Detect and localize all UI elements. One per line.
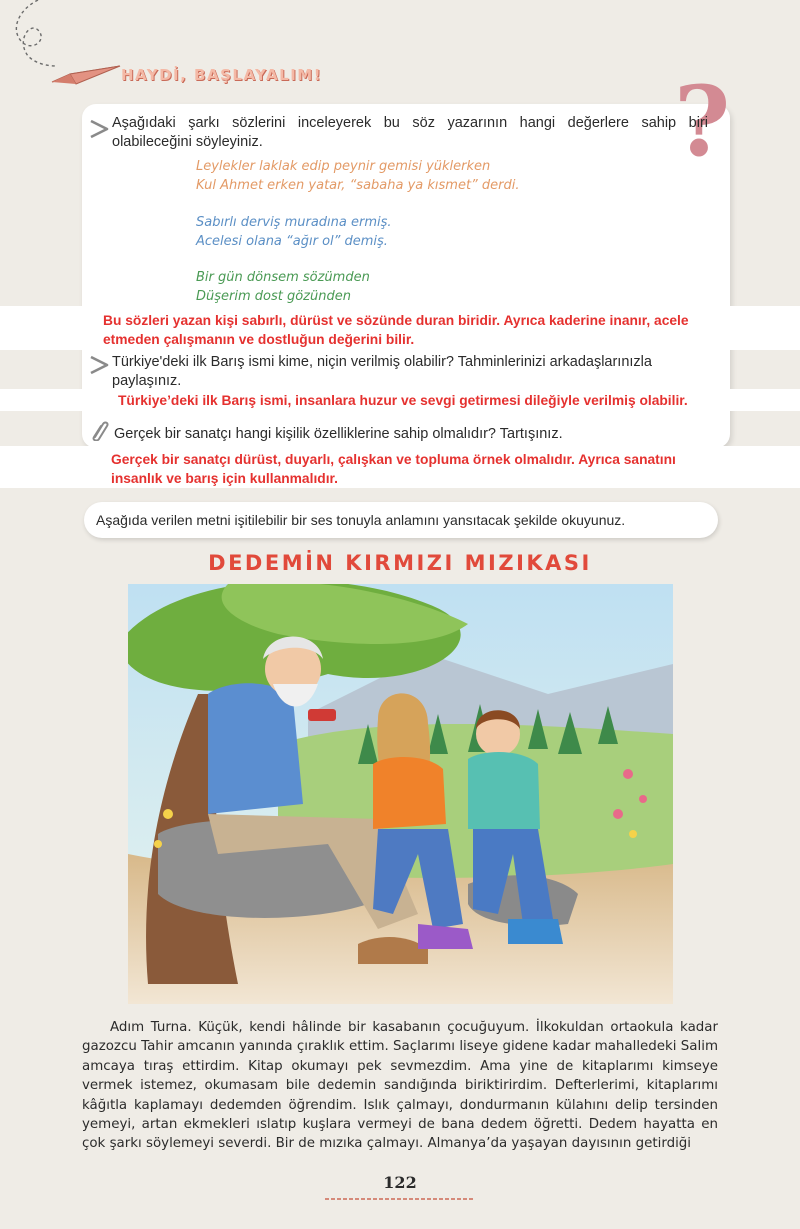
paperclip-icon <box>88 419 110 441</box>
lyric-line-1: Leylekler laklak edip peynir gemisi yüklerken <box>196 159 491 174</box>
reading-instruction: Aşağıda verilen metni işitilebilir bir ses tonuyla anlamını yansıtacak şekilde okuyunuz. <box>96 512 626 528</box>
lyric-line-6: Düşerim dost gözünden <box>196 289 351 304</box>
section-header-title: HAYDİ, BAŞLAYALIM! <box>121 66 323 84</box>
story-paragraph: Adım Turna. Küçük, kendi hâlinde bir kasabanın çocuğuyum. İlkokuldan ortaokula kadar gazozcu Tahir amcanın yanında çıraklık ettim. Saçlarımı liseye gidene kadar mahalledeki Salim amcaya tıraş ettirdim. Kitap okumayı pek sevmezdim. Ama yine de kitaplarımı kimseye vermek istemez, okumasam bile dedemin sandığında biriktirirdim. Defterlerimi, kitaplarımı kâğıtla kaplamayı dedemden öğrendim. Islık çalmayı, dondurmanın külahını delip tersinden yemeyi, artan ekmekleri ıslatıp kuşlara vermeyi de bana dedem öğretti. Dedem hayatta en çok şarkı söylemeyi severdi. Bir de mızıka çalmayı. Almanya’da yaşayan dayısının getirdiği <box>82 1020 718 1152</box>
lyric-line-5: Bir gün dönsem sözümden <box>196 270 370 285</box>
answer-2-line-1: Türkiye’deki ilk Barış ismi, insanlara huzur ve sevgi getirmesi dileğiyle verilmiş olabilir. <box>118 393 688 408</box>
answer-1-line-1: Bu sözleri yazan kişi sabırlı, dürüst ve sözünde duran biridir. Ayrıca kaderine inanır, acele <box>103 313 689 328</box>
page-number-underline <box>325 1196 475 1202</box>
answer-3-line-1: Gerçek bir sanatçı dürüst, duyarlı, çalışkan ve topluma örnek olmalıdır. Ayrıca sanatını <box>111 452 676 467</box>
grandfather-harmonica-illustration <box>128 584 673 1004</box>
chevron-right-icon <box>88 118 110 140</box>
question-mark-icon: ? <box>674 65 731 178</box>
answer-3-line-2: insanlık ve barış için kullanmalıdır. <box>111 471 338 486</box>
question-2-line-2: paylaşınız. <box>112 373 182 389</box>
lyric-line-4: Acelesi olana “ağır ol” demiş. <box>196 234 388 249</box>
lyric-line-3: Sabırlı derviş muradına ermiş. <box>196 215 392 230</box>
question-3-line-1: Gerçek bir sanatçı hangi kişilik özelliklerine sahip olmalıdır? Tartışınız. <box>114 426 563 442</box>
question-2-line-1: Türkiye'deki ilk Barış ismi kime, niçin verilmiş olabilir? Tahminlerinizi arkadaşlarınızla <box>112 354 652 370</box>
lyric-line-2: Kul Ahmet erken yatar, “sabaha ya kısmet” derdi. <box>196 178 520 193</box>
chevron-right-icon <box>88 354 110 376</box>
page-number: 122 <box>383 1173 417 1192</box>
question-1-line-1: Aşağıdaki şarkı sözlerini inceleyerek bu söz yazarının hangi değerlere sahip biri <box>112 115 708 131</box>
answer-1-line-2: etmeden çalışmanın ve dostluğun değerini bilir. <box>103 332 415 347</box>
question-1-line-2: olabileceğini söyleyiniz. <box>112 134 263 150</box>
paper-plane-icon <box>50 58 122 88</box>
story-title: DEDEMİN KIRMIZI MIZIKASI <box>208 551 592 575</box>
